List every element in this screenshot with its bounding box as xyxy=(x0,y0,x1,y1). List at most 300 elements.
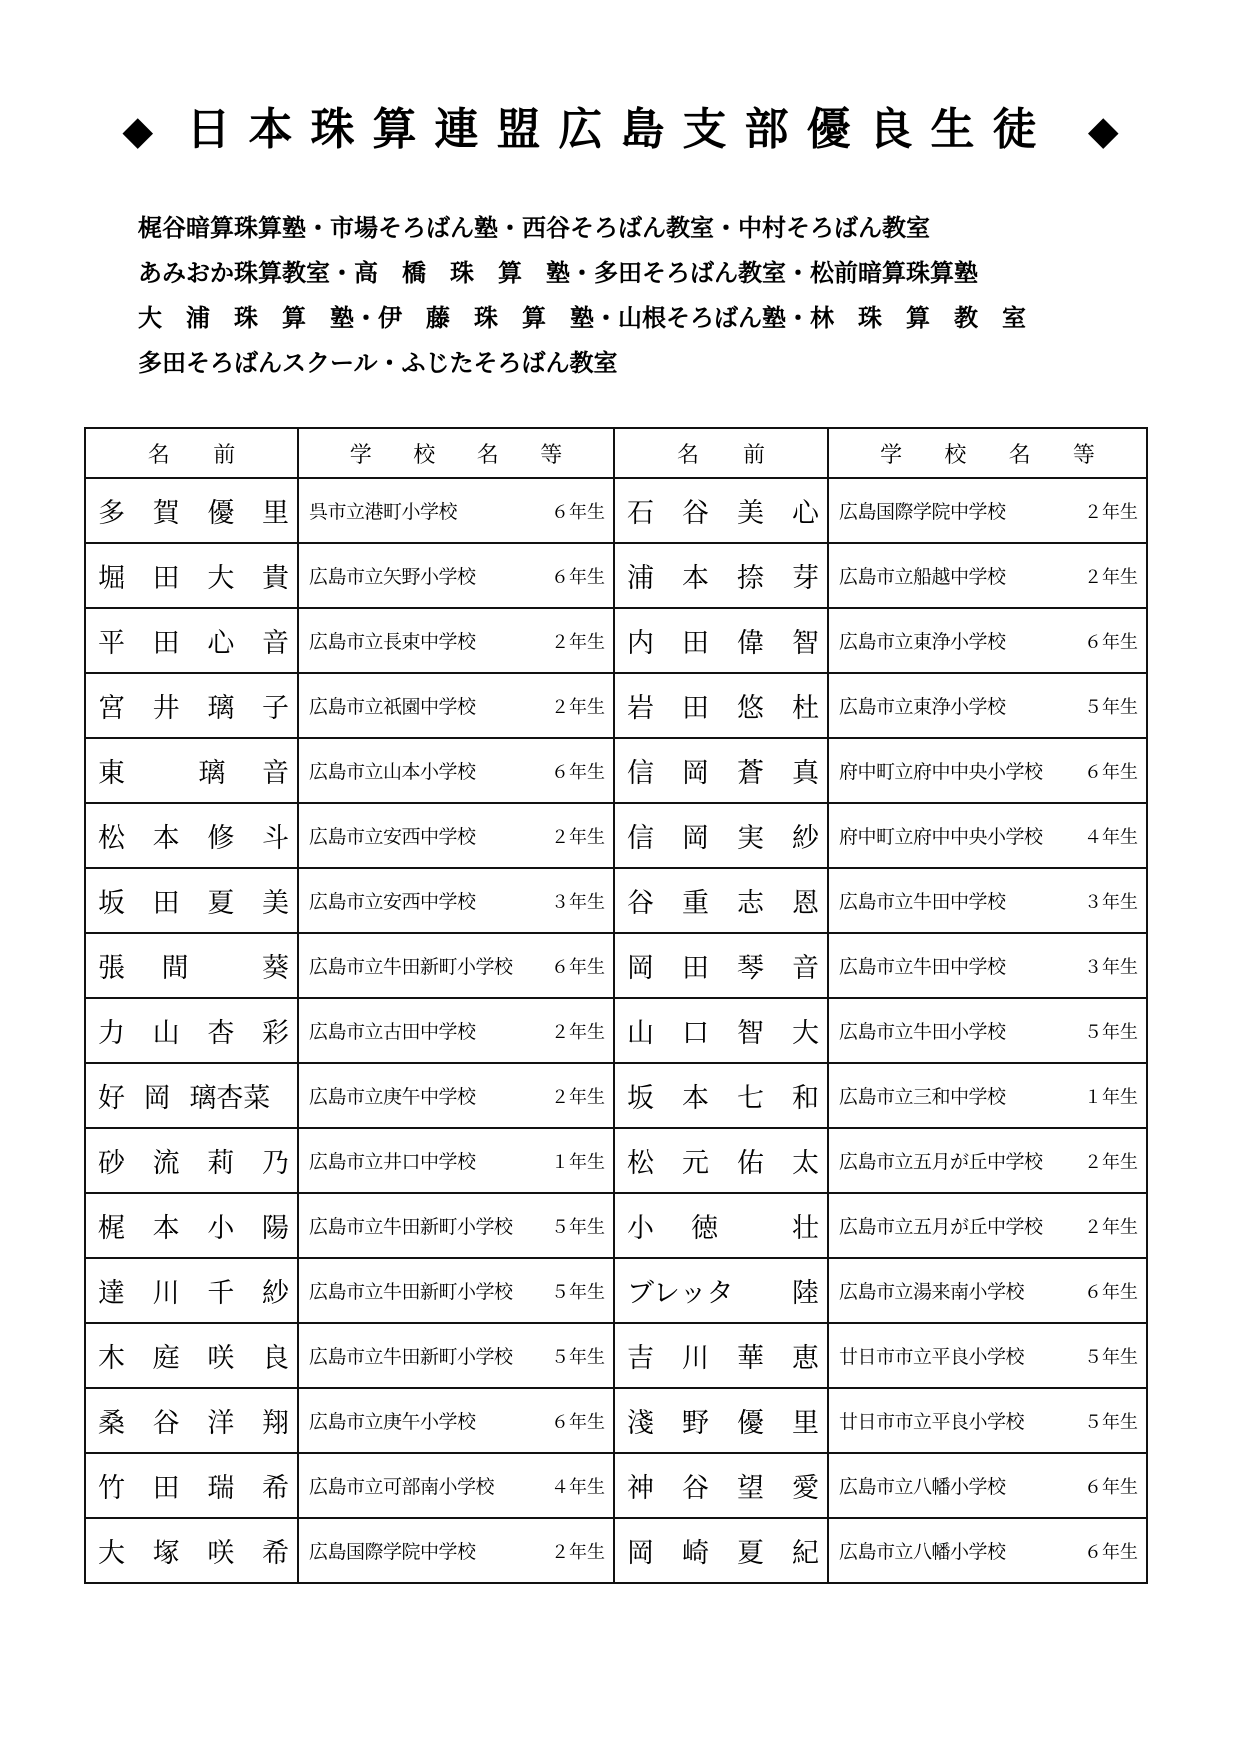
name-char: 谷 xyxy=(152,1408,180,1439)
student-name-cell xyxy=(85,478,298,543)
school-name: 広島市立牛田新町小学校 xyxy=(309,1281,513,1303)
name-char: 優 xyxy=(207,498,235,529)
header-name xyxy=(614,428,828,478)
name-char: 徳 xyxy=(691,1213,718,1244)
name-char: 田 xyxy=(682,693,709,724)
student-name-cell xyxy=(614,1063,828,1128)
name-char: 元 xyxy=(682,1148,709,1179)
grade: ４年生 xyxy=(1084,826,1138,848)
student-name-cell xyxy=(85,1063,298,1128)
name-char: 田 xyxy=(152,563,180,594)
name-char: 琴 xyxy=(737,953,764,984)
header-text: 前 xyxy=(742,442,765,468)
school-cell xyxy=(828,803,1147,868)
student-name xyxy=(615,946,827,985)
school-name: 広島市立牛田新町小学校 xyxy=(309,1346,513,1368)
name-char: ブレッタ xyxy=(627,1278,734,1309)
grade: ２年生 xyxy=(1084,566,1138,588)
name-char: 咲 xyxy=(207,1343,235,1374)
name-char: 谷 xyxy=(682,498,709,529)
name-char: 塚 xyxy=(152,1538,180,1569)
grade: ４年生 xyxy=(551,1476,605,1498)
student-name-cell xyxy=(614,1258,828,1323)
student-name-cell xyxy=(85,933,298,998)
school-cell xyxy=(828,1323,1147,1388)
school-name: 広島市立船越中学校 xyxy=(839,566,1006,588)
student-name xyxy=(86,816,297,855)
title-text: 日本珠算連盟広島支部優良生徒 xyxy=(186,104,1055,155)
student-name xyxy=(86,1141,297,1180)
name-char: 音 xyxy=(261,628,289,659)
name-char: 翔 xyxy=(261,1408,289,1439)
header-text: 名 xyxy=(676,442,699,468)
school-cell xyxy=(828,1258,1147,1323)
name-char: 竹 xyxy=(98,1473,125,1504)
grade: ６年生 xyxy=(551,566,605,588)
student-name-cell xyxy=(85,738,298,803)
name-char: 心 xyxy=(792,498,819,529)
name-char: 莉 xyxy=(207,1148,235,1179)
student-name-cell xyxy=(614,803,828,868)
school-name: 広島国際学院中学校 xyxy=(839,501,1006,523)
name-char: 千 xyxy=(207,1278,235,1309)
name-char: 修 xyxy=(207,823,235,854)
name-char: 壮 xyxy=(792,1213,819,1244)
name-char: 璃 xyxy=(198,758,226,789)
grade: ２年生 xyxy=(1084,501,1138,523)
grade: ２年生 xyxy=(551,631,605,653)
header-text: 等 xyxy=(1072,442,1095,468)
name-char: 堀 xyxy=(98,563,125,594)
name-char: 智 xyxy=(792,628,819,659)
school-name: 広島市立五月が丘中学校 xyxy=(839,1151,1043,1173)
name-char: 神 xyxy=(627,1473,654,1504)
student-name xyxy=(86,946,297,985)
student-name-cell xyxy=(614,1518,828,1583)
name-char: 貴 xyxy=(261,563,289,594)
header-text: 名 xyxy=(1008,442,1031,468)
student-name-cell xyxy=(85,1258,298,1323)
student-name-cell xyxy=(614,1388,828,1453)
student-name-cell xyxy=(614,608,828,673)
grade: ２年生 xyxy=(551,1021,605,1043)
student-name-cell xyxy=(85,673,298,738)
school-name: 広島市立井口中学校 xyxy=(309,1151,476,1173)
header-text: 名 xyxy=(147,442,170,468)
name-char: 達 xyxy=(98,1278,125,1309)
school-cell xyxy=(828,998,1147,1063)
student-name-cell xyxy=(85,1323,298,1388)
student-name xyxy=(615,686,827,725)
header-school xyxy=(298,428,614,478)
student-name xyxy=(615,491,827,530)
name-char: 崎 xyxy=(682,1538,709,1569)
header-text: 校 xyxy=(413,442,436,468)
name-char: 小 xyxy=(627,1213,654,1244)
school-name: 広島市立牛田中学校 xyxy=(839,891,1006,913)
table-row xyxy=(85,673,1147,738)
name-char: 悠 xyxy=(737,693,764,724)
student-name xyxy=(86,751,297,790)
name-char: 紀 xyxy=(792,1538,819,1569)
name-char: 大 xyxy=(98,1538,125,1569)
school-list-line: 梶谷暗算珠算塾・市場そろばん塾・西谷そろばん教室・中村そろばん教室 xyxy=(138,214,930,242)
school-name: 広島市立可部南小学校 xyxy=(309,1476,495,1498)
name-char: 捺 xyxy=(737,563,764,594)
name-char: 大 xyxy=(792,1018,819,1049)
table-row xyxy=(85,1193,1147,1258)
student-name-cell xyxy=(85,543,298,608)
name-char: 子 xyxy=(261,693,289,724)
school-cell xyxy=(298,738,614,803)
student-name xyxy=(86,1011,297,1050)
header-text: 学 xyxy=(349,442,372,468)
name-char: 夏 xyxy=(207,888,235,919)
student-name xyxy=(615,751,827,790)
name-char: 本 xyxy=(682,563,709,594)
grade: ６年生 xyxy=(1084,1281,1138,1303)
name-char: 松 xyxy=(627,1148,654,1179)
school-cell xyxy=(298,1258,614,1323)
student-name-cell xyxy=(614,738,828,803)
school-name: 広島市立矢野小学校 xyxy=(309,566,476,588)
name-char: 偉 xyxy=(737,628,764,659)
student-name xyxy=(615,881,827,920)
grade: ６年生 xyxy=(1084,631,1138,653)
school-cell xyxy=(298,933,614,998)
grade: ３年生 xyxy=(1084,891,1138,913)
name-char: 瑞 xyxy=(207,1473,235,1504)
student-name xyxy=(86,1466,297,1505)
name-char: 愛 xyxy=(792,1473,819,1504)
school-name: 広島市立庚午小学校 xyxy=(309,1411,476,1433)
table-row xyxy=(85,998,1147,1063)
grade: ６年生 xyxy=(1084,1541,1138,1563)
grade: ３年生 xyxy=(1084,956,1138,978)
school-cell xyxy=(298,803,614,868)
name-char: 田 xyxy=(152,628,180,659)
school-cell xyxy=(828,933,1147,998)
student-name-cell xyxy=(85,803,298,868)
header-text: 前 xyxy=(213,442,236,468)
school-name: 広島市立古田中学校 xyxy=(309,1021,476,1043)
student-name-cell xyxy=(85,868,298,933)
school-name: 広島市立牛田新町小学校 xyxy=(309,956,513,978)
student-name-cell xyxy=(614,1323,828,1388)
name-char: 実 xyxy=(737,823,764,854)
name-char: 本 xyxy=(152,823,180,854)
header-name xyxy=(85,428,298,478)
name-char: 恩 xyxy=(792,888,819,919)
student-name xyxy=(615,1076,827,1115)
name-char: 彩 xyxy=(261,1018,289,1049)
name-char: 桑 xyxy=(98,1408,125,1439)
grade: ６年生 xyxy=(551,956,605,978)
name-char: 志 xyxy=(737,888,764,919)
table-row xyxy=(85,1063,1147,1128)
school-list-line: あみおか珠算教室・高 橋 珠 算 塾・多田そろばん教室・松前暗算珠算塾 xyxy=(138,259,978,287)
name-char: 内 xyxy=(627,628,654,659)
school-name: 広島国際学院中学校 xyxy=(309,1541,476,1563)
name-char: 田 xyxy=(152,888,180,919)
school-cell xyxy=(298,868,614,933)
name-char: 良 xyxy=(261,1343,289,1374)
school-name: 広島市立湯来南小学校 xyxy=(839,1281,1025,1303)
name-char: 和 xyxy=(792,1083,819,1114)
name-char: 乃 xyxy=(261,1148,289,1179)
school-name: 廿日市市立平良小学校 xyxy=(839,1346,1025,1368)
name-char: 斗 xyxy=(261,823,289,854)
school-cell xyxy=(828,868,1147,933)
name-char: 庭 xyxy=(152,1343,180,1374)
name-char: 里 xyxy=(261,498,289,529)
student-name-cell xyxy=(614,673,828,738)
student-name-cell xyxy=(85,1453,298,1518)
grade: ６年生 xyxy=(1084,761,1138,783)
name-char: 山 xyxy=(627,1018,654,1049)
header-school xyxy=(828,428,1147,478)
student-name xyxy=(86,1076,297,1115)
student-name xyxy=(615,1401,827,1440)
school-name: 広島市立五月が丘中学校 xyxy=(839,1216,1043,1238)
student-name xyxy=(615,621,827,660)
school-name: 広島市立牛田中学校 xyxy=(839,956,1006,978)
name-char: 川 xyxy=(152,1278,180,1309)
name-char: 陸 xyxy=(791,1278,819,1309)
grade: ５年生 xyxy=(1084,696,1138,718)
table-row xyxy=(85,1323,1147,1388)
school-cell xyxy=(828,1128,1147,1193)
school-list-line: 多田そろばんスクール・ふじたそろばん教室 xyxy=(138,349,618,377)
table-row xyxy=(85,1453,1147,1518)
student-name xyxy=(615,1011,827,1050)
name-char: 紗 xyxy=(261,1278,289,1309)
student-name xyxy=(86,1401,297,1440)
school-cell xyxy=(828,1388,1147,1453)
name-char: 力 xyxy=(98,1018,125,1049)
school-name: 広島市立牛田新町小学校 xyxy=(309,1216,513,1238)
table-row xyxy=(85,478,1147,543)
school-name: 広島市立安西中学校 xyxy=(309,891,476,913)
student-name-cell xyxy=(85,608,298,673)
name-char: 佑 xyxy=(737,1148,764,1179)
student-name xyxy=(86,686,297,725)
school-cell xyxy=(298,1323,614,1388)
name-char: 希 xyxy=(261,1538,289,1569)
student-name-cell xyxy=(85,1128,298,1193)
student-name-cell xyxy=(85,1518,298,1583)
name-char: 田 xyxy=(152,1473,180,1504)
name-char: 浦 xyxy=(627,563,654,594)
grade: ２年生 xyxy=(551,826,605,848)
school-cell xyxy=(828,1453,1147,1518)
school-cell xyxy=(298,478,614,543)
name-char: 蒼 xyxy=(737,758,764,789)
name-char: 芽 xyxy=(792,563,819,594)
name-char: 心 xyxy=(207,628,235,659)
name-char: 山 xyxy=(152,1018,180,1049)
name-char: 岡 xyxy=(143,1083,171,1114)
school-name: 広島市立東浄小学校 xyxy=(839,696,1006,718)
school-name: 広島市立八幡小学校 xyxy=(839,1476,1006,1498)
name-char: 璃 xyxy=(207,693,235,724)
student-name xyxy=(86,556,297,595)
table-header-row xyxy=(85,428,1147,478)
name-char: 坂 xyxy=(627,1083,654,1114)
table-row xyxy=(85,1258,1147,1323)
name-char: 真 xyxy=(792,758,819,789)
school-name: 広島市立山本小学校 xyxy=(309,761,476,783)
name-char: 太 xyxy=(792,1148,819,1179)
school-cell xyxy=(298,1128,614,1193)
student-name xyxy=(615,1271,827,1310)
name-char: 華 xyxy=(737,1343,764,1374)
name-char: 松 xyxy=(98,823,125,854)
school-cell xyxy=(828,738,1147,803)
school-name: 広島市立安西中学校 xyxy=(309,826,476,848)
name-char: 東 xyxy=(98,758,125,789)
name-char: 夏 xyxy=(737,1538,764,1569)
grade: ６年生 xyxy=(551,761,605,783)
grade: ５年生 xyxy=(551,1216,605,1238)
name-char: 美 xyxy=(261,888,289,919)
name-char: 坂 xyxy=(98,888,125,919)
name-char: 優 xyxy=(737,1408,764,1439)
name-char: 石 xyxy=(627,498,654,529)
name-char: 重 xyxy=(682,888,709,919)
header-text: 学 xyxy=(880,442,903,468)
table-row xyxy=(85,543,1147,608)
grade: ５年生 xyxy=(551,1346,605,1368)
student-name xyxy=(86,1531,297,1570)
name-char: 賀 xyxy=(152,498,180,529)
student-name-cell xyxy=(614,1193,828,1258)
grade: ５年生 xyxy=(1084,1021,1138,1043)
name-char: 咲 xyxy=(207,1538,235,1569)
grade: ６年生 xyxy=(551,1411,605,1433)
table-row xyxy=(85,738,1147,803)
student-name xyxy=(86,491,297,530)
name-char: 小 xyxy=(207,1213,235,1244)
name-char: 美 xyxy=(737,498,764,529)
student-name xyxy=(86,1206,297,1245)
name-char: 好 xyxy=(98,1083,125,1114)
grade: ６年生 xyxy=(551,501,605,523)
student-name xyxy=(615,556,827,595)
school-cell xyxy=(298,1453,614,1518)
name-char: 杜 xyxy=(792,693,819,724)
school-cell xyxy=(298,543,614,608)
name-char: 希 xyxy=(261,1473,289,1504)
school-cell xyxy=(298,1518,614,1583)
name-char: 大 xyxy=(207,563,235,594)
student-name-cell xyxy=(85,1388,298,1453)
name-char: 張 xyxy=(98,953,125,984)
grade: ３年生 xyxy=(551,891,605,913)
name-char: 岡 xyxy=(682,823,709,854)
name-char: 岡 xyxy=(682,758,709,789)
grade: １年生 xyxy=(551,1151,605,1173)
student-name xyxy=(615,1531,827,1570)
name-char: 洋 xyxy=(207,1408,235,1439)
name-char: 望 xyxy=(737,1473,764,1504)
school-list-line: 大 浦 珠 算 塾・伊 藤 珠 算 塾・山根そろばん塾・林 珠 算 教 室 xyxy=(138,304,1026,332)
student-name xyxy=(86,1336,297,1375)
name-char: 間 xyxy=(161,953,189,984)
table-row xyxy=(85,608,1147,673)
name-char: 岩 xyxy=(627,693,654,724)
student-name-cell xyxy=(614,998,828,1063)
name-char: 野 xyxy=(682,1408,709,1439)
school-list xyxy=(138,206,1098,386)
header-text: 名 xyxy=(476,442,499,468)
name-char: 里 xyxy=(792,1408,819,1439)
student-name xyxy=(86,881,297,920)
school-cell xyxy=(828,1193,1147,1258)
student-name-cell xyxy=(85,1193,298,1258)
school-name: 広島市立庚午中学校 xyxy=(309,1086,476,1108)
school-name: 府中町立府中中央小学校 xyxy=(839,761,1043,783)
school-cell xyxy=(298,608,614,673)
name-char: 田 xyxy=(682,628,709,659)
name-char: 岡 xyxy=(627,1538,654,1569)
school-cell xyxy=(828,543,1147,608)
school-cell xyxy=(298,998,614,1063)
grade: ２年生 xyxy=(1084,1151,1138,1173)
name-char: 砂 xyxy=(98,1148,125,1179)
student-name-cell xyxy=(614,933,828,998)
student-name-cell xyxy=(614,478,828,543)
name-char: 璃杏菜 xyxy=(189,1083,271,1114)
school-cell xyxy=(298,1388,614,1453)
name-char: 紗 xyxy=(792,823,819,854)
table-row xyxy=(85,1518,1147,1583)
grade: ２年生 xyxy=(551,696,605,718)
student-name-cell xyxy=(85,998,298,1063)
name-char: 信 xyxy=(627,823,654,854)
grade: １年生 xyxy=(1084,1086,1138,1108)
school-cell xyxy=(828,608,1147,673)
name-char: 本 xyxy=(682,1083,709,1114)
school-cell xyxy=(298,1193,614,1258)
table-row xyxy=(85,933,1147,998)
name-char: 川 xyxy=(682,1343,709,1374)
grade: ５年生 xyxy=(1084,1411,1138,1433)
student-name-cell xyxy=(614,1453,828,1518)
name-char: 音 xyxy=(792,953,819,984)
name-char: 岡 xyxy=(627,953,654,984)
student-name xyxy=(615,1206,827,1245)
grade: ２年生 xyxy=(551,1086,605,1108)
name-char: 恵 xyxy=(792,1343,819,1374)
school-name: 広島市立八幡小学校 xyxy=(839,1541,1006,1563)
diamond-icon: ◆ xyxy=(1087,108,1119,154)
name-char: 田 xyxy=(682,953,709,984)
school-name: 呉市立港町小学校 xyxy=(309,501,458,523)
student-name-cell xyxy=(614,1128,828,1193)
name-char: 谷 xyxy=(627,888,654,919)
name-char: 七 xyxy=(737,1083,764,1114)
school-cell xyxy=(828,1518,1147,1583)
page-title xyxy=(0,100,1241,161)
school-name: 広島市立東浄小学校 xyxy=(839,631,1006,653)
school-cell xyxy=(298,1063,614,1128)
student-name xyxy=(615,1141,827,1180)
student-table xyxy=(84,427,1148,1584)
school-cell xyxy=(828,1063,1147,1128)
school-cell xyxy=(828,673,1147,738)
student-name xyxy=(86,621,297,660)
